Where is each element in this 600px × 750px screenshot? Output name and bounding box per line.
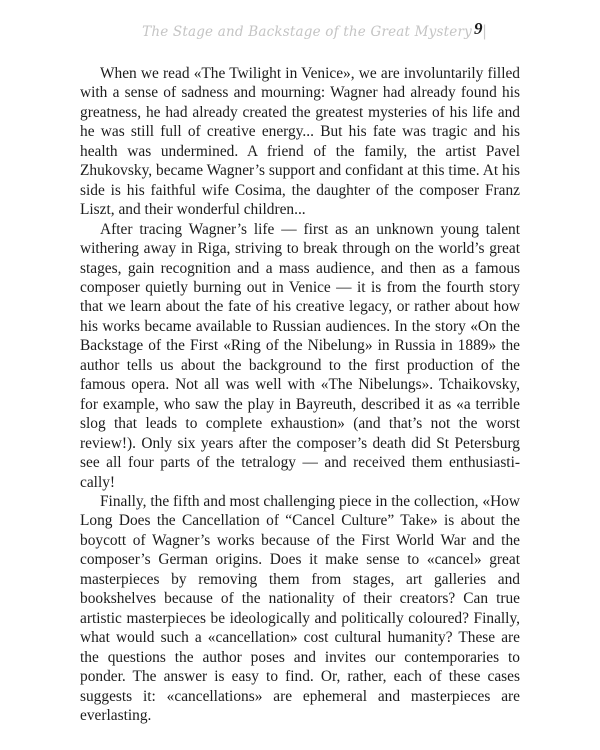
header-separator: |	[481, 22, 487, 40]
body-text	[80, 64, 520, 725]
paragraph: After tracing Wagner’s life — first as an unknown young talent withering away in Riga, striving to break through on the world’s great stages, gain recognition and a mass audience, and then as a famous composer quietly burning out in Venice — it is from the fourth story that we learn about the fate of his creative legacy, or rather about how his works became available to Russian audiences. In the story «On the Backstage of the First «Ring of the Nibelung» in Russia in 1889» the author tells us about the background to the first production of the famous opera. Not all was well with «The Nibelungs». Tchaikovsky, for example, who saw the play in Bayreuth, described it as «a terrible slog that leads to complete exhaustion» (and that’s not the worst review!). Only six years after the composer’s death did St Petersburg see all four parts of the tetralogy — and received them enthusiastically!	[80, 220, 520, 491]
running-title: The Stage and Backstage of the Great Mystery	[142, 24, 472, 40]
page-number: 9	[474, 19, 483, 38]
paragraph: When we read «The Twilight in Venice», we are involuntarily filled with a sense of sadness and mourning: Wagner had already found his greatness, he had already created the greatest mysteries of his life and he was still full of creative energy... But his fate was tragic and his health was undermined. A friend of the family, the artist Pavel Zhukovsky, became Wagner’s support and confidant at this time. At his side is his faithful wife Cosima, the daughter of the composer Franz Liszt, and their wonderful children...	[80, 65, 520, 219]
running-header	[142, 22, 487, 40]
paragraph: Finally, the fifth and most challenging piece in the collection, «How Long Does the Cancellation of “Cancel Culture” Take» is about the boycott of Wagner’s works because of the First World War and the composer’s German origins. Does it make sense to «cancel» great masterpieces by removing them from stages, art galleries and bookshelves because of the nationality of their creators? Can true artistic masterpieces be ideologically and politically coloured? Finally, what would such a «cancellation» cost cultural humanity? These are the questions the author poses and invites our contemporaries to ponder. The answer is easy to find. Or, rather, each of these cases suggests it: «cancellations» are ephemeral and masterpieces are everlasting.	[80, 492, 520, 724]
